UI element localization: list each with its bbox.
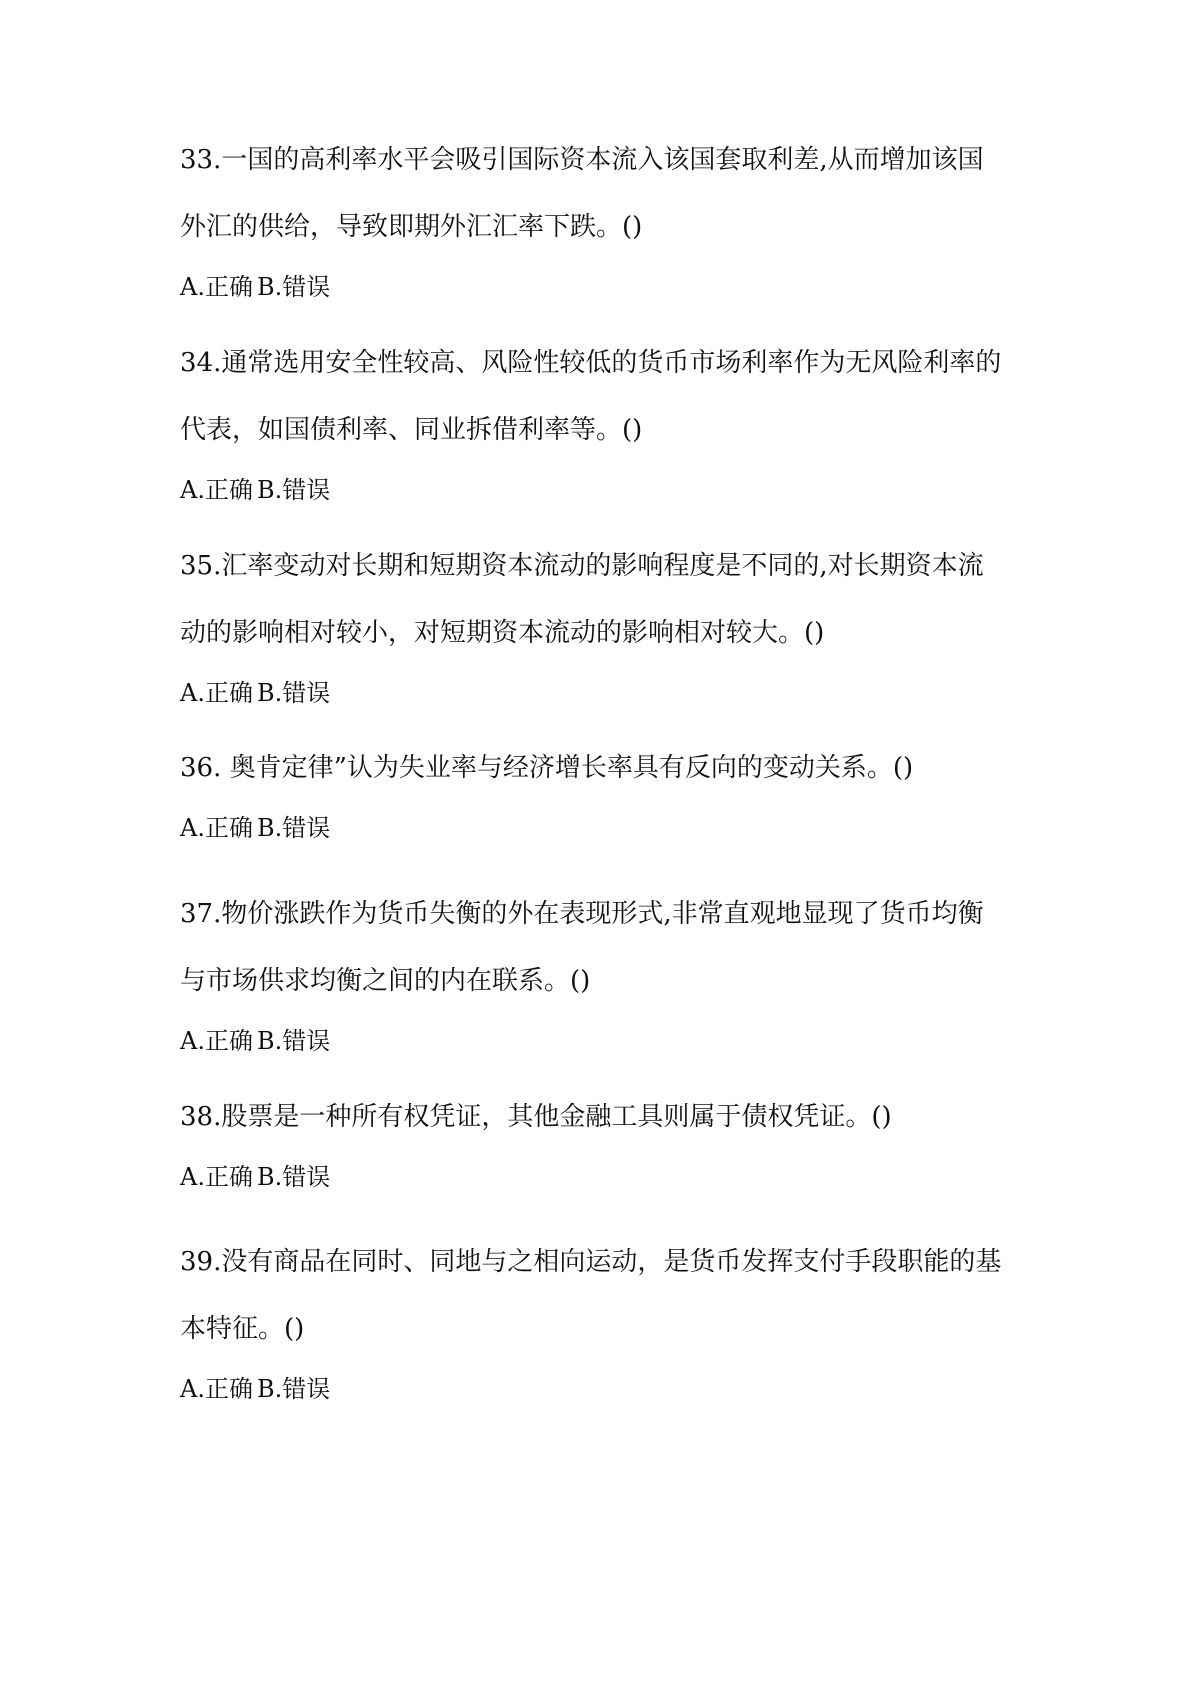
question-text-line: 34.通常选用安全性较高、风险性较低的货币市场利率作为无风险利率的 [180, 348, 1002, 378]
question-36 [180, 750, 1020, 845]
question-33 [180, 142, 1020, 304]
question-text-line: 代表，如国债利率、同业拆借利率等。() [180, 415, 643, 445]
question-text-line: 33.一国的高利率水平会吸引国际资本流入该国套取利差,从而增加该国 [180, 145, 984, 175]
question-text-line: 35.汇率变动对长期和短期资本流动的影响程度是不同的,对长期资本流 [180, 551, 984, 581]
option-b: B.错误 [256, 679, 331, 707]
answer-options [180, 270, 1020, 304]
question-text-line: 39.没有商品在同时、同地与之相向运动，是货币发挥支付手段职能的基 [180, 1247, 1002, 1277]
question-text-line: 外汇的供给，导致即期外汇汇率下跌。() [180, 212, 643, 242]
question-39 [180, 1244, 1020, 1406]
question-34 [180, 345, 1020, 507]
question-text-line: 本特征。() [180, 1314, 305, 1344]
option-a: A.正确 [180, 1163, 253, 1191]
question-38 [180, 1099, 1020, 1194]
option-a: A.正确 [180, 476, 253, 504]
question-35 [180, 548, 1020, 710]
question-text-line: 37.物价涨跌作为货币失衡的外在表现形式,非常直观地显现了货币均衡 [180, 899, 984, 929]
answer-options [180, 473, 1020, 507]
answer-options [180, 1372, 1020, 1406]
option-a: A.正确 [180, 273, 253, 301]
option-b: B.错误 [256, 1375, 331, 1403]
option-b: B.错误 [256, 476, 331, 504]
answer-options [180, 1024, 1020, 1058]
question-text-line: 与市场供求均衡之间的内在联系。() [180, 966, 591, 996]
answer-options [180, 811, 1020, 845]
option-a: A.正确 [180, 1375, 253, 1403]
option-b: B.错误 [256, 1163, 331, 1191]
option-b: B.错误 [256, 814, 331, 842]
question-37 [180, 896, 1020, 1058]
option-a: A.正确 [180, 814, 253, 842]
question-text-line: 动的影响相对较小，对短期资本流动的影响相对较大。() [180, 618, 825, 648]
option-a: A.正确 [180, 679, 253, 707]
question-text-line: 36. 奥肯定律”认为失业率与经济增长率具有反向的变动关系。() [180, 753, 914, 783]
option-b: B.错误 [256, 273, 331, 301]
option-a: A.正确 [180, 1027, 253, 1055]
answer-options [180, 676, 1020, 710]
question-text-line: 38.股票是一种所有权凭证，其他金融工具则属于债权凭证。() [180, 1102, 892, 1132]
option-b: B.错误 [256, 1027, 331, 1055]
answer-options [180, 1160, 1020, 1194]
